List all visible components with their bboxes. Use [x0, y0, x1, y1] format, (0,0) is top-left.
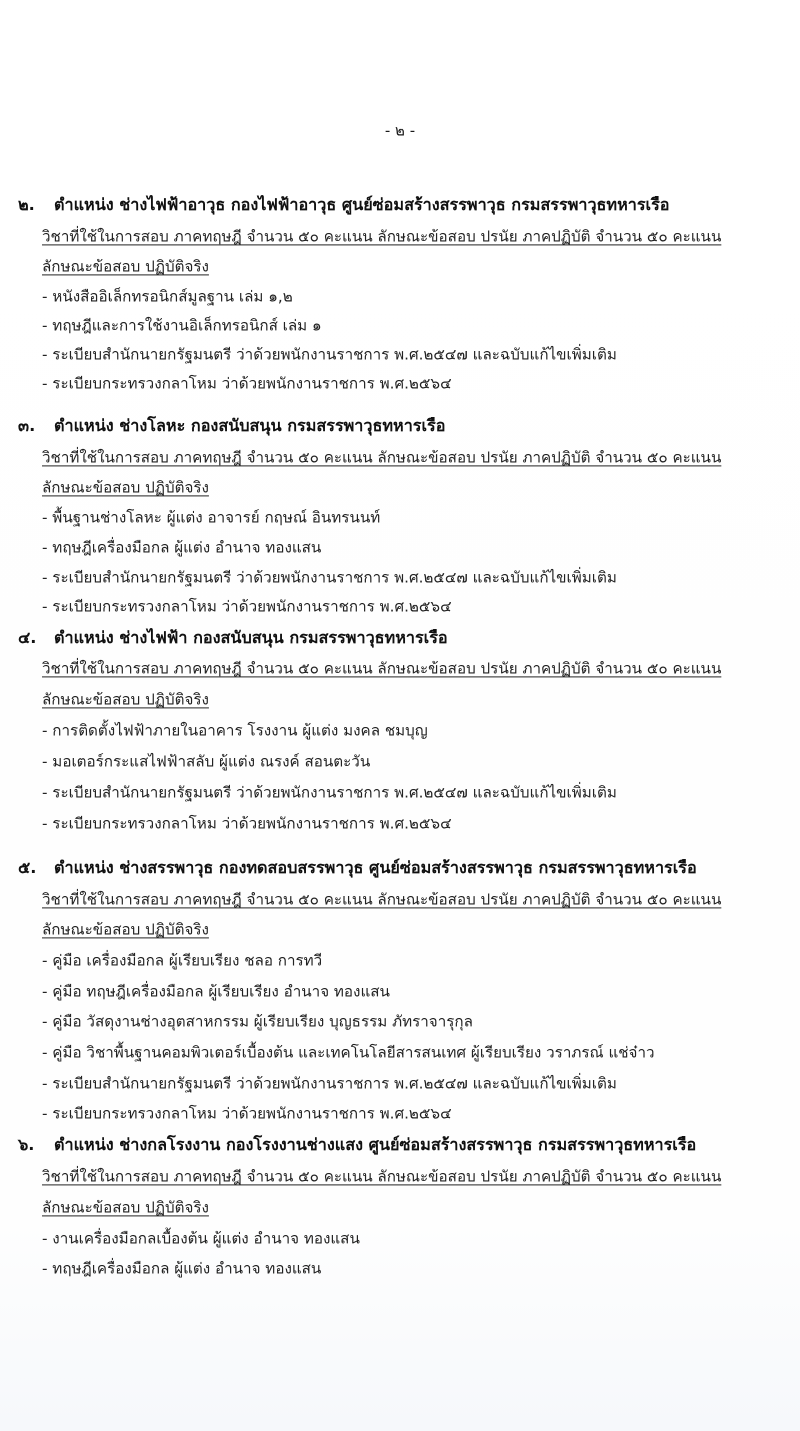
list-item: - ทฤษฎีเครื่องมือกล ผู้แต่ง อำนาจ ทองแสน — [42, 1259, 322, 1278]
subject-line: ลักษณะข้อสอบ ปฏิบัติจริง — [42, 257, 209, 276]
list-item: - ทฤษฎีเครื่องมือกล ผู้แต่ง อำนาจ ทองแสน — [42, 538, 322, 557]
subject-line: ลักษณะข้อสอบ ปฏิบัติจริง — [42, 478, 209, 497]
list-item: - ระเบียบสำนักนายกรัฐมนตรี ว่าด้วยพนักงานราชการ พ.ศ.๒๕๔๗ และฉบับแก้ไขเพิ่มเติม — [42, 1074, 617, 1093]
section-heading — [18, 1134, 697, 1154]
list-item: - ระเบียบสำนักนายกรัฐมนตรี ว่าด้วยพนักงานราชการ พ.ศ.๒๕๔๗ และฉบับแก้ไขเพิ่มเติม — [42, 345, 617, 364]
subject-line: วิชาที่ใช้ในการสอบ ภาคทฤษฎี จำนวน ๕๐ คะแนน ลักษณะข้อสอบ ปรนัย ภาคปฏิบัติ จำนวน ๕๐ คะแนน — [42, 1167, 722, 1186]
section-number: ๔. — [18, 627, 37, 647]
section-title: ตำแหน่ง ช่างโลหะ กองสนับสนุน กรมสรรพาวุธทหารเรือ — [54, 415, 446, 435]
list-item: - คู่มือ เครื่องมือกล ผู้เรียบเรียง ชลอ การทวี — [42, 951, 323, 970]
list-item: - ทฤษฎีและการใช้งานอิเล็กทรอนิกส์ เล่ม ๑ — [42, 316, 322, 335]
section-title: ตำแหน่ง ช่างไฟฟ้าอาวุธ กองไฟฟ้าอาวุธ ศูนย์ซ่อมสร้างสรรพาวุธ กรมสรรพาวุธทหารเรือ — [54, 194, 670, 214]
section-heading — [18, 627, 448, 647]
section-number: ๕. — [18, 857, 37, 877]
section-heading — [18, 857, 697, 877]
section-number: ๒. — [18, 194, 35, 214]
subject-line: วิชาที่ใช้ในการสอบ ภาคทฤษฎี จำนวน ๕๐ คะแนน ลักษณะข้อสอบ ปรนัย ภาคปฏิบัติ จำนวน ๕๐ คะแนน — [42, 227, 722, 246]
subject-line: ลักษณะข้อสอบ ปฏิบัติจริง — [42, 690, 209, 709]
list-item: - คู่มือ ทฤษฎีเครื่องมือกล ผู้เรียบเรียง อำนาจ ทองแสน — [42, 982, 390, 1001]
list-item: - หนังสืออิเล็กทรอนิกส์มูลฐาน เล่ม ๑,๒ — [42, 287, 293, 306]
list-item: - ระเบียบกระทรวงกลาโหม ว่าด้วยพนักงานราชการ พ.ศ.๒๕๖๔ — [42, 1104, 452, 1123]
page-number: - ๒ - — [384, 121, 416, 140]
list-item: - ระเบียบกระทรวงกลาโหม ว่าด้วยพนักงานราชการ พ.ศ.๒๕๖๔ — [42, 374, 452, 393]
section-heading — [18, 415, 446, 435]
subject-line: ลักษณะข้อสอบ ปฏิบัติจริง — [42, 1198, 209, 1217]
section-number: ๖. — [18, 1134, 35, 1154]
section-title: ตำแหน่ง ช่างกลโรงงาน กองโรงงานช่างแสง ศูนย์ซ่อมสร้างสรรพาวุธ กรมสรรพาวุธทหารเรือ — [54, 1134, 697, 1154]
list-item: - ระเบียบสำนักนายกรัฐมนตรี ว่าด้วยพนักงานราชการ พ.ศ.๒๕๔๗ และฉบับแก้ไขเพิ่มเติม — [42, 568, 617, 587]
subject-line: วิชาที่ใช้ในการสอบ ภาคทฤษฎี จำนวน ๕๐ คะแนน ลักษณะข้อสอบ ปรนัย ภาคปฏิบัติ จำนวน ๕๐ คะแนน — [42, 890, 722, 909]
subject-line: วิชาที่ใช้ในการสอบ ภาคทฤษฎี จำนวน ๕๐ คะแนน ลักษณะข้อสอบ ปรนัย ภาคปฏิบัติ จำนวน ๕๐ คะแนน — [42, 659, 722, 678]
list-item: - มอเตอร์กระแสไฟฟ้าสลับ ผู้แต่ง ณรงค์ สอนตะวัน — [42, 752, 371, 771]
section-title: ตำแหน่ง ช่างสรรพาวุธ กองทดสอบสรรพาวุธ ศูนย์ซ่อมสร้างสรรพาวุธ กรมสรรพาวุธทหารเรือ — [54, 857, 697, 877]
list-item: - คู่มือ วิชาพื้นฐานคอมพิวเตอร์เบื้องต้น และเทคโนโลยีสารสนเทศ ผู้เรียบเรียง วราภรณ์ แช่จ๋าว — [42, 1043, 655, 1062]
subject-line: ลักษณะข้อสอบ ปฏิบัติจริง — [42, 920, 209, 939]
list-item: - ระเบียบสำนักนายกรัฐมนตรี ว่าด้วยพนักงานราชการ พ.ศ.๒๕๔๗ และฉบับแก้ไขเพิ่มเติม — [42, 783, 617, 802]
section-title: ตำแหน่ง ช่างไฟฟ้า กองสนับสนุน กรมสรรพาวุธทหารเรือ — [54, 627, 448, 647]
list-item: - งานเครื่องมือกลเบื้องต้น ผู้แต่ง อำนาจ ทองแสน — [42, 1229, 360, 1248]
subject-line: วิชาที่ใช้ในการสอบ ภาคทฤษฎี จำนวน ๕๐ คะแนน ลักษณะข้อสอบ ปรนัย ภาคปฏิบัติ จำนวน ๕๐ คะแนน — [42, 448, 722, 467]
list-item: - การติดตั้งไฟฟ้าภายในอาคาร โรงงาน ผู้แต่ง มงคล ชมบุญ — [42, 721, 428, 740]
section-heading — [18, 194, 670, 214]
list-item: - คู่มือ วัสดุงานช่างอุตสาหกรรม ผู้เรียบเรียง บุญธรรม ภัทราจารุกุล — [42, 1012, 473, 1031]
list-item: - พื้นฐานช่างโลหะ ผู้แต่ง อาจารย์ กฤษณ์ อินทรนนท์ — [42, 508, 381, 527]
section-number: ๓. — [18, 415, 36, 435]
list-item: - ระเบียบกระทรวงกลาโหม ว่าด้วยพนักงานราชการ พ.ศ.๒๕๖๔ — [42, 814, 452, 833]
list-item: - ระเบียบกระทรวงกลาโหม ว่าด้วยพนักงานราชการ พ.ศ.๒๕๖๔ — [42, 597, 452, 616]
